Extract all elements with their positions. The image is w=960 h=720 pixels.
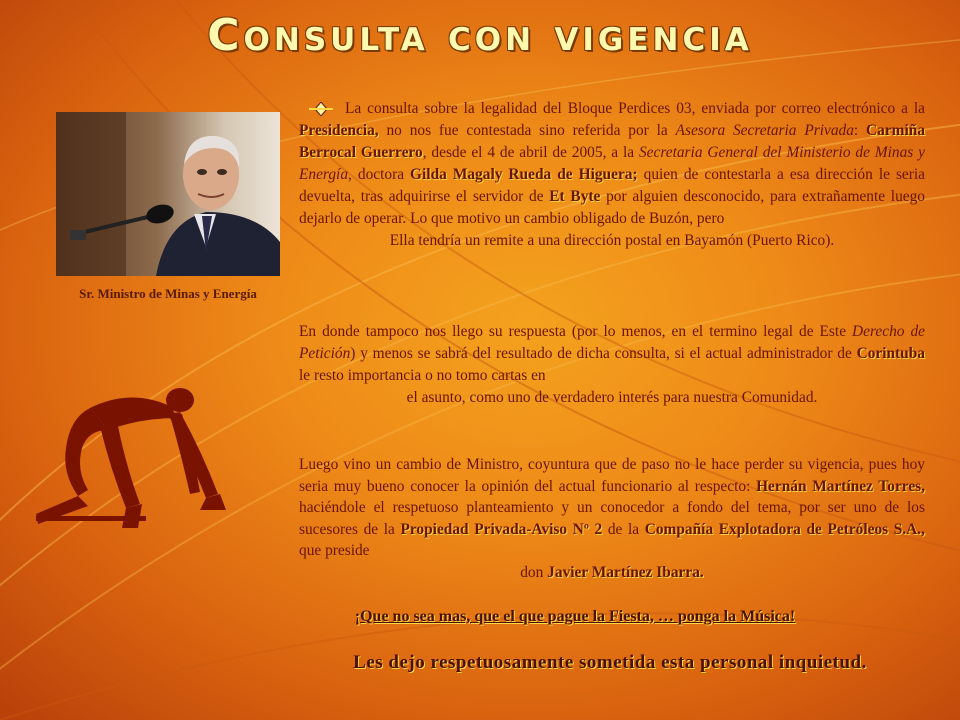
name-corintuba: Corintuba (856, 345, 925, 362)
paragraph-1: La consulta sobre la legalidad del Bloque Perdices 03, enviada por correo electrónico a la Presidencia, no nos fue contestada sino referida por la Asesora Secretaria Privada: Carmiña Berrocal Guerrero, desde el 4 de abril de 2005, a la Secretaria General del Ministerio de Minas y Energía, doctora Gilda Magaly Rueda de Higuera; quien de contestarla a esa dirección le seria devuelta, tras adquirirse el servidor de Et Byte por alguien desconocido, para extrañamente luego dejarlo de operar. Lo que motivo un cambio obligado de Buzón, pero Ella tendría un remite a una dirección postal en Bayamón (Puerto Rico). (299, 100, 926, 249)
name-propiedad: Propiedad Privada-Aviso Nº 2 (400, 520, 603, 538)
link-presidencia: Presidencia, (299, 122, 379, 139)
name-compania: Compañía Explotadora de Petróleos S.A., (644, 520, 925, 538)
name-carmina: Carmiña Berrocal Guerrero (299, 122, 926, 161)
diamond-bullet-icon (309, 102, 333, 116)
paragraph-2: En donde tampoco nos llego su respuesta (por lo menos, en el termino legal de Este Derecho de Petición) y menos se sabrá del resultado de dicha consulta, si el actual administrador de Corintuba le resto importancia o no tomo cartas en el asunto, como uno de verdadero interés para nuestra Comunidad. (299, 323, 925, 406)
minister-photo (56, 112, 280, 276)
name-javier: Javier Martínez Ibarra. (547, 563, 704, 581)
paragraph-3: Luego vino un cambio de Ministro, coyuntura que de paso no le hace perder su vigencia, pues hoy seria muy bueno conocer la opinión del actual funcionario al respecto: Hernán Martínez Torres, haciéndole el respetuoso planteamiento y un conocedor a fondo del tema, por ser uno de los sucesores de la Propiedad Privada-Aviso Nº 2 de la Compañía Explotadora de Petróleos S.A., que preside don Javier Martínez Ibarra. (299, 456, 925, 581)
name-gilda: Gilda Magaly Rueda de Higuera; (410, 166, 638, 183)
name-hernan: Hernán Martínez Torres, (756, 477, 925, 495)
page-title: Consulta con vigencia (207, 10, 753, 61)
name-etbyte: Et Byte (549, 188, 601, 205)
photo-caption: Sr. Ministro de Minas y Energía (79, 286, 257, 301)
sprinter-icon (30, 378, 250, 538)
closing-line: Les dejo respetuosamente sometida esta personal inquietud. (353, 652, 867, 673)
slogan: ¡Que no sea mas, que el que pague la Fiesta, … ponga la Música! (354, 608, 796, 625)
